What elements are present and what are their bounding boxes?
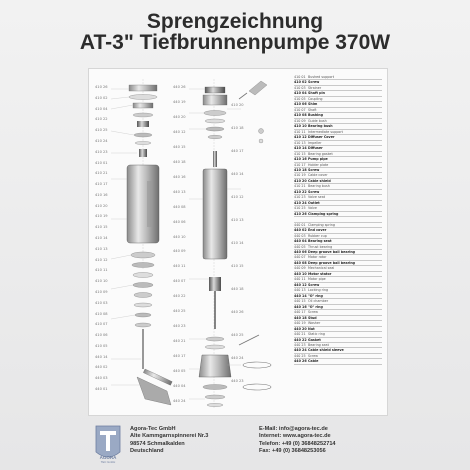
callout-label: 410 22 — [95, 117, 108, 122]
part-name: "O" ring — [308, 304, 323, 309]
agora-tec-logo — [90, 422, 126, 464]
part-name: Bearing bush — [308, 184, 330, 189]
part-number: 410 05 — [294, 96, 306, 101]
part-number: 410 09 — [294, 118, 306, 123]
part-name: Screw — [308, 353, 318, 358]
callout-label: 410 25 — [95, 128, 108, 133]
part-number: 410 01 — [294, 75, 306, 79]
part-name: Motor stator — [308, 271, 332, 276]
part-name: Motor rotor — [308, 255, 327, 260]
callout-label: 440 11 — [173, 264, 186, 269]
part-number: 440 06 — [294, 250, 307, 254]
part-name: Cable shield — [308, 178, 331, 183]
callout-label: 410 24 — [95, 138, 108, 143]
motor-rotor-part — [205, 277, 225, 349]
part-name: Stud — [308, 315, 317, 320]
motor-bottom-part — [199, 355, 231, 407]
contact-phone: Telefon: +49 (0) 36848252714 — [259, 440, 336, 447]
callout-label: 410 14 — [95, 236, 108, 240]
part-name: Oil chamber — [308, 299, 329, 304]
callout-label: 440 19 — [173, 99, 186, 104]
part-name: Clamping spring — [308, 222, 335, 227]
part-number: 440 26 — [294, 359, 307, 364]
part-number: 410 07 — [294, 107, 306, 112]
part-number: 410 11 — [294, 129, 306, 134]
callout-label: 410 02 — [95, 95, 108, 100]
callout-label: 410 03 — [95, 300, 108, 305]
part-number: 440 17 — [294, 310, 306, 315]
callout-label: 440 12 — [173, 129, 186, 134]
part-name: Bearing gasket — [308, 151, 333, 156]
callout-label: 410 04 — [95, 106, 108, 111]
part-number: 410 16 — [294, 157, 307, 162]
part-name: Screw — [308, 80, 320, 85]
callout-label: 410 15 — [95, 225, 108, 230]
callout-label: 410 26 — [95, 85, 108, 89]
callout-label: 440 17 — [231, 149, 244, 153]
callout-label: 410 10 — [95, 279, 108, 284]
callout-label: 410 18 — [231, 126, 244, 130]
part-name: Cable cover — [308, 173, 328, 178]
contact-website[interactable]: Internet: www.agora-tec.de — [259, 433, 331, 440]
part-name: Thrust bearing — [308, 244, 333, 249]
part-number: 410 18 — [294, 167, 307, 172]
part-number: 440 03 — [294, 233, 306, 238]
part-name: Bearing seat — [308, 342, 329, 347]
part-name: Holder plate — [308, 162, 329, 167]
part-number: 440 09 — [294, 266, 306, 271]
part-number: 440 11 — [294, 277, 306, 282]
callout-label: 440 02 — [95, 365, 108, 370]
logo-subtext: TEC GmbH — [100, 460, 116, 464]
parts-list — [294, 75, 382, 365]
callout-label: 410 08 — [95, 311, 108, 316]
part-number: 410 15 — [294, 151, 306, 156]
footer — [88, 420, 386, 466]
callout-label: 440 26 — [173, 85, 186, 89]
cable-guard-part — [137, 369, 172, 405]
part-name: End cover — [308, 228, 327, 233]
callout-label: 440 22 — [173, 294, 186, 299]
part-name: Diffuser — [308, 146, 323, 151]
callout-label: 410 12 — [95, 257, 108, 262]
callout-label: 440 18 — [173, 159, 186, 164]
part-number: 410 21 — [294, 184, 306, 189]
part-name: Washer — [308, 321, 321, 326]
page-title: Sprengzeichnung — [146, 10, 324, 33]
callout-label: 440 13 — [173, 189, 186, 194]
part-name: Bearing seat — [308, 239, 332, 244]
callout-label: 410 23 — [95, 149, 108, 154]
part-number: 410 17 — [294, 162, 306, 167]
part-number: 410 20 — [294, 178, 307, 183]
callout-label: 440 09 — [173, 249, 186, 254]
part-name: Bushed support — [308, 75, 334, 79]
part-name: Cable shield sleeve — [308, 348, 344, 353]
part-number: 440 01 — [294, 222, 306, 227]
part-number: 410 10 — [294, 124, 307, 129]
callout-label: 440 06 — [173, 219, 186, 224]
callout-label: 410 06 — [95, 333, 108, 338]
part-name: Bushing — [308, 113, 324, 118]
callout-label: 440 23 — [231, 379, 244, 383]
part-name: Motor pipe — [308, 277, 326, 282]
part-number: 440 02 — [294, 228, 307, 233]
company-contact — [259, 426, 336, 456]
part-number: 440 12 — [294, 282, 307, 287]
callout-label: 440 01 — [95, 387, 108, 391]
part-name: Gasket — [308, 337, 321, 342]
part-number: 440 23 — [294, 342, 306, 347]
part-name: Valve seat — [308, 195, 326, 200]
part-number: 410 04 — [294, 91, 307, 96]
part-name: Screw — [308, 167, 320, 172]
part-number: 410 26 — [294, 211, 307, 216]
callout-label: 440 08 — [173, 204, 186, 209]
callout-label: 440 21 — [173, 339, 186, 344]
callout-label: 440 16 — [173, 174, 186, 179]
part-name: Screw — [308, 310, 318, 315]
part-number: 410 23 — [294, 195, 306, 200]
part-number: 410 02 — [294, 80, 307, 85]
callout-label: 440 25 — [231, 333, 244, 337]
part-name: Guide bush — [308, 118, 327, 123]
part-name: Locking ring — [308, 288, 329, 293]
part-number: 410 19 — [294, 173, 306, 178]
part-name: "O" ring — [308, 293, 323, 298]
part-name: Static ring — [308, 332, 325, 337]
callout-label: 410 20 — [95, 203, 108, 208]
motor-top-part — [203, 87, 227, 139]
drawing-sheet — [88, 68, 388, 416]
callout-label: 410 15 — [231, 264, 244, 268]
part-number: 440 04 — [294, 239, 307, 244]
company-city: 98574 Schmalkalden — [130, 440, 185, 447]
callout-label: 410 21 — [95, 171, 108, 176]
part-name: Screw — [308, 282, 320, 287]
callout-label: 410 16 — [95, 192, 108, 197]
callout-label: 440 14 — [231, 172, 244, 176]
part-number: 440 10 — [294, 271, 307, 276]
pump-pipe-part — [127, 165, 159, 243]
part-number: 440 18 — [294, 315, 307, 320]
part-number: 440 08 — [294, 260, 307, 265]
contact-email[interactable]: E-Mail: info@agora-tec.de — [259, 426, 328, 432]
diffuser-stack-part — [131, 252, 155, 369]
part-name: Valve — [308, 206, 317, 211]
part-name: Deep groove ball bearing — [308, 260, 356, 265]
company-street: Alte Kammgarnspinnerei Nr.3 — [130, 433, 209, 440]
callout-label: 410 11 — [95, 268, 108, 273]
part-number: 440 24 — [294, 348, 307, 353]
callout-label: 440 24 — [231, 356, 244, 360]
callout-label: 440 05 — [173, 369, 186, 374]
callout-label: 440 07 — [173, 279, 186, 284]
motor-pipe-part — [203, 151, 227, 259]
callout-label: 410 12 — [231, 195, 244, 199]
part-name — [308, 217, 382, 221]
part-number: 410 08 — [294, 113, 307, 118]
callout-label: 440 23 — [173, 324, 186, 329]
callout-label: 410 17 — [95, 182, 108, 187]
part-number: 410 06 — [294, 102, 307, 107]
callout-label: 410 20 — [231, 103, 244, 107]
callout-label: 410 07 — [95, 322, 108, 327]
part-name: Screw — [308, 189, 320, 194]
part-name: Rubber cup — [308, 233, 327, 238]
callout-label: 440 03 — [95, 376, 108, 381]
callout-label: 440 25 — [173, 309, 186, 314]
callout-label: 440 20 — [173, 114, 186, 119]
company-address — [130, 426, 208, 456]
callout-label: 440 17 — [173, 354, 186, 359]
part-number: 440 22 — [294, 337, 307, 342]
part-number: 440 21 — [294, 332, 306, 337]
callout-label: 410 05 — [95, 343, 108, 348]
callout-label: 440 18 — [231, 287, 244, 291]
part-number: 410 25 — [294, 206, 306, 211]
part-name: Bearing bush — [308, 124, 333, 129]
contact-fax: Fax: +49 (0) 36848253056 — [259, 448, 326, 455]
part-name: Deep groove ball bearing — [308, 250, 356, 254]
callout-label: 440 26 — [231, 310, 244, 314]
callout-label: 410 19 — [95, 214, 108, 219]
part-name: Pump pipe — [308, 157, 328, 162]
part-name: Diffuser Cover — [308, 135, 335, 140]
part-number: 440 13 — [294, 288, 306, 293]
part-name: Outlet — [308, 200, 320, 205]
part-name: Cable — [308, 359, 319, 364]
part-name: Clamping spring — [308, 211, 339, 216]
part-number: 410 12 — [294, 135, 307, 140]
part-number: 440 20 — [294, 326, 307, 331]
part-number: 410 24 — [294, 200, 307, 205]
part-number: 440 05 — [294, 244, 306, 249]
part-number: 440 07 — [294, 255, 306, 260]
callout-label: 410 13 — [231, 218, 244, 222]
company-name: Agora-Tec GmbH — [130, 426, 176, 432]
callout-label: 440 10 — [173, 234, 186, 239]
part-name: Intermediate support — [308, 129, 343, 134]
exploded-view-drawing — [89, 69, 289, 415]
part-name: Shim — [308, 102, 318, 107]
part-name: Impeller — [308, 140, 322, 145]
part-number: 440 25 — [294, 353, 306, 358]
callout-label: 440 24 — [173, 399, 186, 403]
part-name: Shaft — [308, 107, 317, 112]
callout-label: 410 01 — [95, 160, 108, 165]
part-number: 440 19 — [294, 321, 306, 326]
part-number: 440 16 — [294, 304, 307, 309]
callout-label: 410 13 — [95, 246, 108, 251]
callout-label: 410 09 — [95, 289, 108, 294]
part-number: 410 13 — [294, 140, 306, 145]
parts-list-row — [294, 359, 382, 364]
part-number: 440 14 — [294, 293, 307, 298]
part-name: Shaft pin — [308, 91, 325, 96]
part-name: Coupling — [308, 96, 323, 101]
logo-text: AGORA — [99, 455, 117, 460]
part-number: 410 03 — [294, 85, 306, 90]
callout-label: 440 14 — [95, 354, 108, 359]
callout-label: 440 04 — [173, 384, 186, 389]
part-number: 410 14 — [294, 146, 307, 151]
part-name: Strainer — [308, 85, 322, 90]
callout-label: 410 14 — [231, 241, 244, 245]
part-number — [294, 217, 308, 221]
part-number: 440 15 — [294, 299, 306, 304]
part-name: Mechanical seal — [308, 266, 335, 271]
company-country: Deutschland — [130, 448, 164, 455]
page-subtitle: AT-3" Tiefbrunnenpumpe 370W — [79, 31, 391, 54]
part-name: Nut — [308, 326, 315, 331]
part-number: 410 22 — [294, 189, 307, 194]
callout-label: 440 15 — [173, 144, 186, 149]
